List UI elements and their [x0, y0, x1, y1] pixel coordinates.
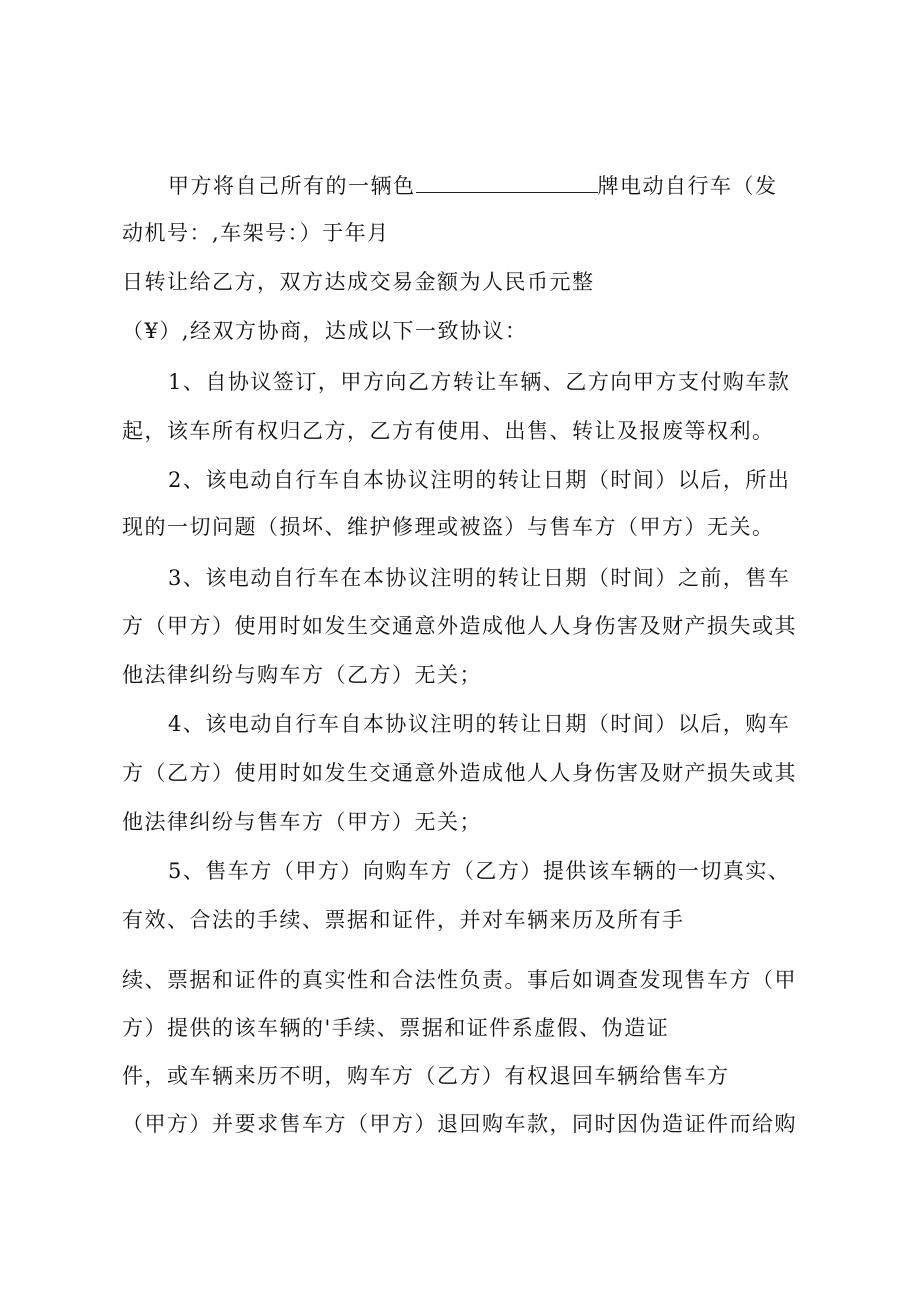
- clause-5-line-3: 续、票据和证件的真实性和合法性负责。事后如调查发现售车方（甲: [122, 968, 797, 992]
- intro-line-2: 动机号：,车架号：）于年月: [122, 221, 390, 245]
- clause-3-line-2: 方（甲方）使用时如发生交通意外造成他人人身伤害及财产损失或其: [122, 614, 797, 638]
- clause-5-line-6: （甲方）并要求售车方（甲方）退回购车款，同时因伪造证件而给购: [122, 1112, 797, 1136]
- clause-1-line-2: 起，该车所有权归乙方，乙方有使用、出售、转让及报废等权利。: [122, 419, 775, 443]
- intro-line-3: 日转让给乙方，双方达成交易金额为人民币元整: [122, 270, 595, 294]
- clause-5-line-2: 有效、合法的手续、票据和证件，并对车辆来历及所有手: [122, 908, 685, 932]
- color-blank-field: [416, 172, 598, 193]
- clause-3-line-1: 3、该电动自行车在本协议注明的转让日期（时间）之前，售车: [168, 566, 791, 590]
- clause-4-line-3: 他法律纠纷与售车方（甲方）无关；: [122, 810, 482, 834]
- clause-2-line-1: 2、该电动自行车自本协议注明的转让日期（时间）以后，所出: [168, 468, 791, 492]
- clause-4-line-1: 4、该电动自行车自本协议注明的转让日期（时间）以后，购车: [168, 712, 791, 736]
- clause-2-line-2: 现的一切问题（损坏、维护修理或被盗）与售车方（甲方）无关。: [122, 515, 775, 539]
- clause-5-line-5: 件，或车辆来历不明，购车方（乙方）有权退回车辆给售车方: [122, 1064, 730, 1088]
- clause-5-line-1: 5、售车方（甲方）向购车方（乙方）提供该车辆的一切真实、: [168, 859, 791, 883]
- intro-line-1-text-b: 牌电动自行车（发: [597, 174, 778, 198]
- clause-3-line-3: 他法律纠纷与购车方（乙方）无关；: [122, 663, 482, 687]
- intro-line-1: [168, 172, 778, 200]
- intro-line-1-text-a: 甲方将自己所有的一辆色: [168, 174, 416, 198]
- clause-1-line-1: 1、自协议签订，甲方向乙方转让车辆、乙方向甲方支付购车款: [168, 370, 791, 394]
- intro-line-4: （¥）,经双方协商，达成以下一致协议：: [122, 319, 528, 343]
- clause-4-line-2: 方（乙方）使用时如发生交通意外造成他人人身伤害及财产损失或其: [122, 761, 797, 785]
- clause-5-line-4: 方）提供的该车辆的'手续、票据和证件系虚假、伪造证: [122, 1016, 670, 1040]
